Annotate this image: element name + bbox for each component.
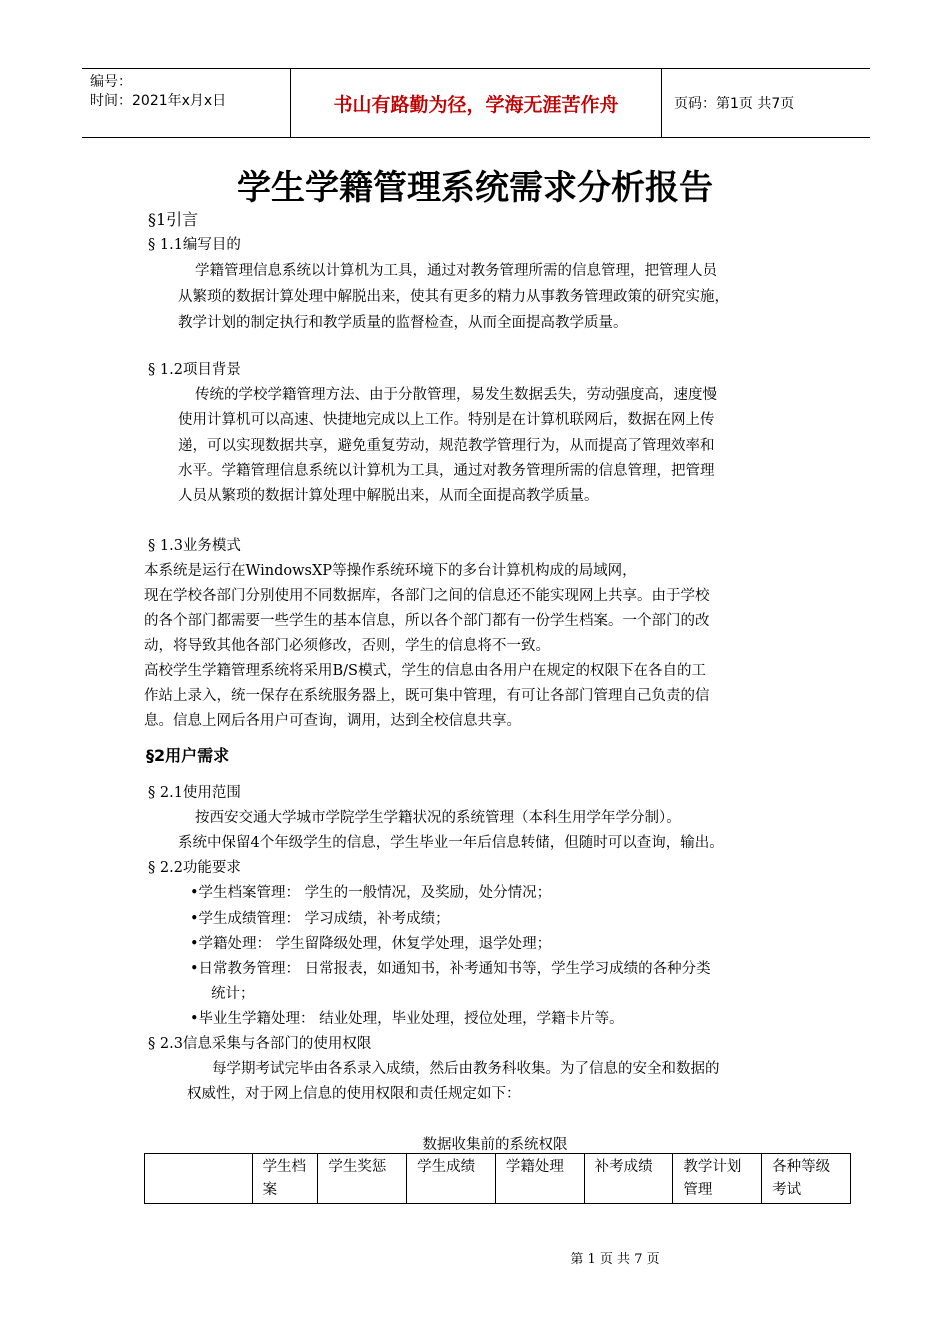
paragraph-line: 每学期考试完毕由各系录入成绩，然后由教务科收集。为了信息的安全和数据的 xyxy=(212,1061,720,1077)
table-header-cell: 各种等级考试 xyxy=(762,1154,851,1204)
permissions-table xyxy=(144,1153,851,1204)
paragraph-line: 高校学生学籍管理系统将采用B/S模式，学生的信息由各用户在规定的权限下在各自的工 xyxy=(144,663,706,679)
header-meta xyxy=(82,69,291,137)
list-item: •日常教务管理： 日常报表，如通知书，补考通知书等，学生学习成绩的各种分类 xyxy=(190,961,711,977)
paragraph-line: 递，可以实现数据共享，避免重复劳动，规范教学管理行为，从而提高了管理效率和 xyxy=(178,438,715,454)
header-page-info: 页码：第1页 共7页 xyxy=(674,96,795,112)
paragraph-line: 本系统是运行在WindowsXP等操作系统环境下的多台计算机构成的局域网， xyxy=(144,563,637,579)
table-cell xyxy=(145,1154,253,1204)
subsection-heading-2-2: § 2.2功能要求 xyxy=(148,860,241,876)
paragraph-line: 动，将导致其他各部门必须修改，否则，学生的信息将不一致。 xyxy=(144,638,550,654)
list-item: •学籍处理： 学生留降级处理，休复学处理，退学处理； xyxy=(190,936,552,952)
time-label: 时间：2021年x月x日 xyxy=(90,93,227,109)
paragraph-line: 现在学校各部门分别使用不同数据库，各部门之间的信息还不能实现网上共享。由于学校 xyxy=(144,588,710,604)
list-item: •学生档案管理： 学生的一般情况，及奖励，处分情况； xyxy=(190,885,552,901)
header-motto: 书山有路勤为径，学海无涯苦作舟 xyxy=(291,69,662,137)
page-header xyxy=(82,68,870,138)
paragraph-line: 系统中保留4个年级学生的信息，学生毕业一年后信息转储，但随时可以查询，输出。 xyxy=(178,835,724,851)
paragraph-line: 水平。学籍管理信息系统以计算机为工具，通过对教务管理所需的信息管理，把管理 xyxy=(178,463,715,479)
subsection-heading-1-2: § 1.2项目背景 xyxy=(148,362,241,378)
subsection-heading-2-1: § 2.1使用范围 xyxy=(148,785,241,801)
serial-label: 编号： xyxy=(90,74,132,90)
table-header-cell: 补考成绩 xyxy=(584,1154,673,1204)
paragraph-line: 教学计划的制定执行和教学质量的监督检查，从而全面提高教学质量。 xyxy=(178,315,628,331)
paragraph-line: 人员从繁琐的数据计算处理中解脱出来，从而全面提高教学质量。 xyxy=(178,488,599,504)
list-item-continuation: 统计； xyxy=(211,986,255,1002)
section-heading-1: §1引言 xyxy=(148,210,199,229)
list-item: •学生成绩管理： 学习成绩，补考成绩； xyxy=(190,911,450,927)
table-caption: 数据收集前的系统权限 xyxy=(422,1137,568,1153)
subsection-heading-1-1: § 1.1编写目的 xyxy=(148,237,241,253)
paragraph-line: 传统的学校学籍管理方法、由于分散管理，易发生数据丢失，劳动强度高，速度慢 xyxy=(195,387,717,403)
paragraph-line: 权威性，对于网上信息的使用权限和责任规定如下： xyxy=(187,1086,521,1102)
subsection-heading-1-3: § 1.3业务模式 xyxy=(148,538,241,554)
table-row xyxy=(145,1154,851,1204)
list-item: •毕业生学籍处理： 结业处理，毕业处理，授位处理，学籍卡片等。 xyxy=(190,1011,624,1027)
paragraph-line: 的各个部门都需要一些学生的基本信息，所以各个部门都有一份学生档案。一个部门的改 xyxy=(144,613,710,629)
subsection-heading-2-3: § 2.3信息采集与各部门的使用权限 xyxy=(148,1036,372,1052)
document-title: 学生学籍管理系统需求分析报告 xyxy=(237,168,713,208)
paragraph-line: 按西安交通大学城市学院学生学籍状况的系统管理（本科生用学年学分制）。 xyxy=(195,810,681,826)
table-header-cell: 学籍处理 xyxy=(495,1154,584,1204)
table-header-cell: 学生档案 xyxy=(252,1154,318,1204)
page-footer: 第 1 页 共 7 页 xyxy=(570,1252,660,1267)
paragraph-line: 使用计算机可以高速、快捷地完成以上工作。特别是在计算机联网后，数据在网上传 xyxy=(178,412,715,428)
paragraph-line: 学籍管理信息系统以计算机为工具，通过对教务管理所需的信息管理，把管理人员 xyxy=(195,263,717,279)
table-header-cell: 学生成绩 xyxy=(407,1154,496,1204)
section-heading-2: §2用户需求 xyxy=(146,746,230,765)
paragraph-line: 从繁琐的数据计算处理中解脱出来，使其有更多的精力从事教务管理政策的研究实施， xyxy=(178,289,729,305)
paragraph-line: 息。信息上网后各用户可查询，调用，达到全校信息共享。 xyxy=(144,713,521,729)
table-header-cell: 教学计划管理 xyxy=(673,1154,762,1204)
paragraph-line: 作站上录入，统一保存在系统服务器上，既可集中管理，有可让各部门管理自己负责的信 xyxy=(144,688,710,704)
table-header-cell: 学生奖惩 xyxy=(318,1154,407,1204)
